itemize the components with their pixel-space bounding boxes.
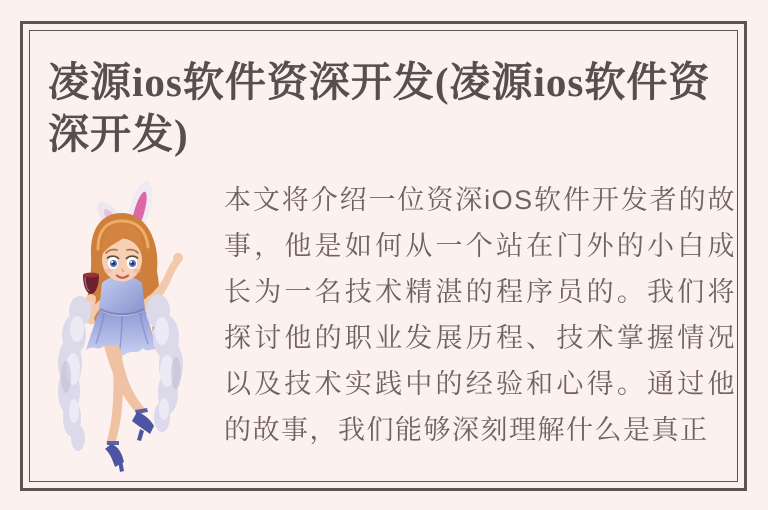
article-body: 本文将介绍一位资深iOS软件开发者的故事，他是如何从一个站在门外的小白成长为一名技术精湛的程序员的。我们将探讨他的职业发展历程、技术掌握情况以及技术实践中的经验和心得。通过他的故事，我们能够深刻理解什么是真正 (224, 185, 736, 445)
face (102, 223, 143, 282)
bunny-girl-illustration (52, 163, 220, 475)
page-title: 凌源ios软件资深开发(凌源ios软件资深开发) (48, 59, 711, 157)
bunny-girl-svg (52, 163, 220, 475)
